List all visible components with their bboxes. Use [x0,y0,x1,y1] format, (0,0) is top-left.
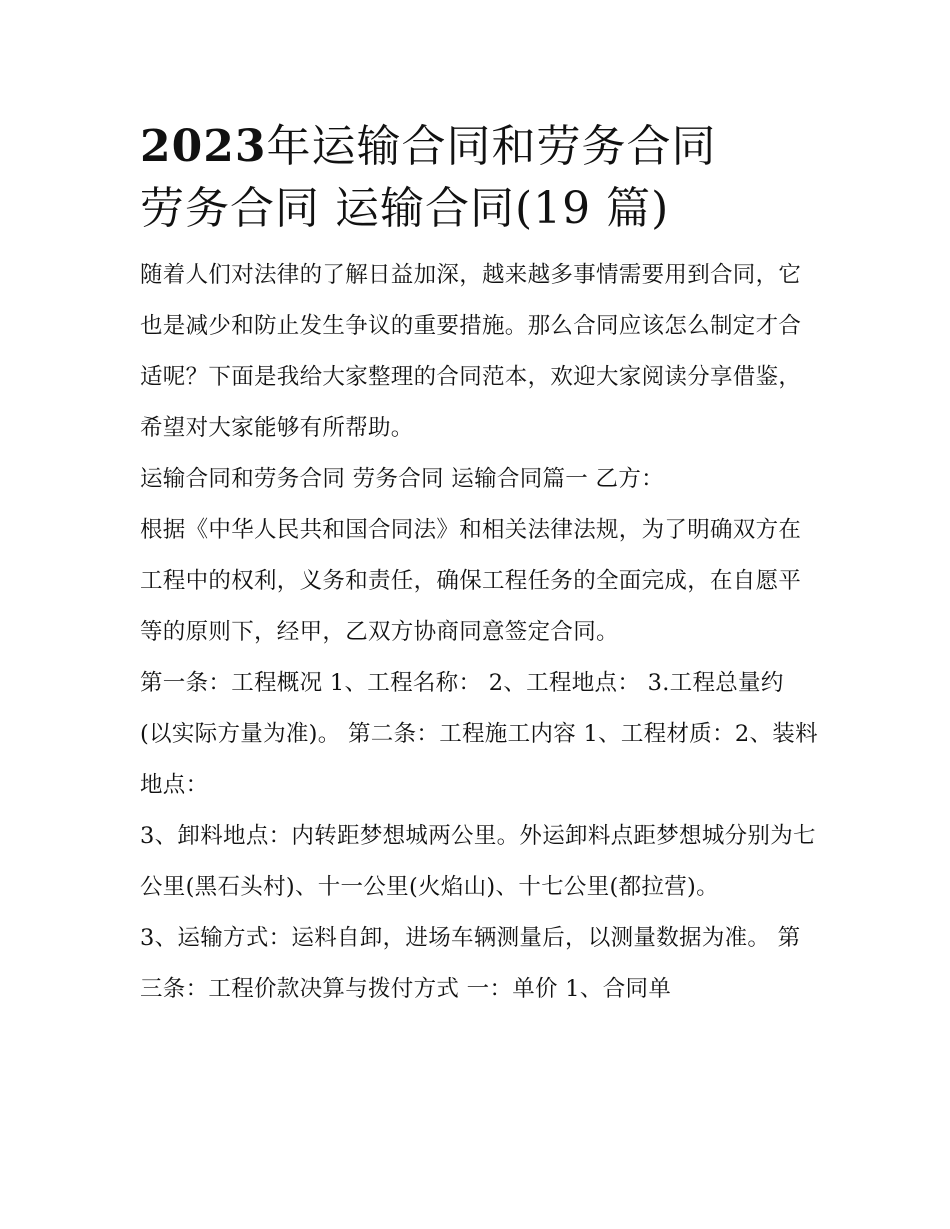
document-page [140,116,820,1015]
paragraph-preamble: 根据《中华人民共和国合同法》和相关法律法规，为了明确双方在工程中的权利，义务和责任，确保工程任务的全面完成，在自愿平等的原则下，经甲，乙双方协商同意签定合同。 [140,517,802,645]
title-line-1 [140,116,820,178]
paragraph-section-heading: 运输合同和劳务合同 劳务合同 运输合同篇一 乙方： [140,466,664,492]
document-title [140,116,820,240]
paragraph-transport: 3、运输方式：运料自卸，进场车辆测量后，以测量数据为准。 第三条：工程价款决算与拨付方式 一：单价 1、合同单 [140,925,801,1002]
paragraph-intro: 随着人们对法律的了解日益加深，越来越多事情需要用到合同，它也是减少和防止发生争议的重要措施。那么合同应该怎么制定才合适呢？下面是我给大家整理的合同范本，欢迎大家阅读分享借鉴，希望对大家能够有所帮助。 [140,262,802,441]
document-body [140,250,820,1015]
paragraph-unloading: 3、卸料地点：内转距梦想城两公里。外运卸料点距梦想城分别为七公里(黑石头村)、十一公里(火焰山)、十七公里(都拉营)。 [140,823,816,900]
title-line-2: 劳务合同 运输合同(19 篇) [140,183,670,234]
title-year: 2023 [140,121,267,172]
title-line-1-text: 年运输合同和劳务合同 [266,121,717,172]
paragraph-article-1: 第一条：工程概况 1、工程名称： 2、工程地点： 3.工程总量约 (以实际方量为准)。 第二条：工程施工内容 1、工程材质：2、装料地点： [140,670,818,798]
